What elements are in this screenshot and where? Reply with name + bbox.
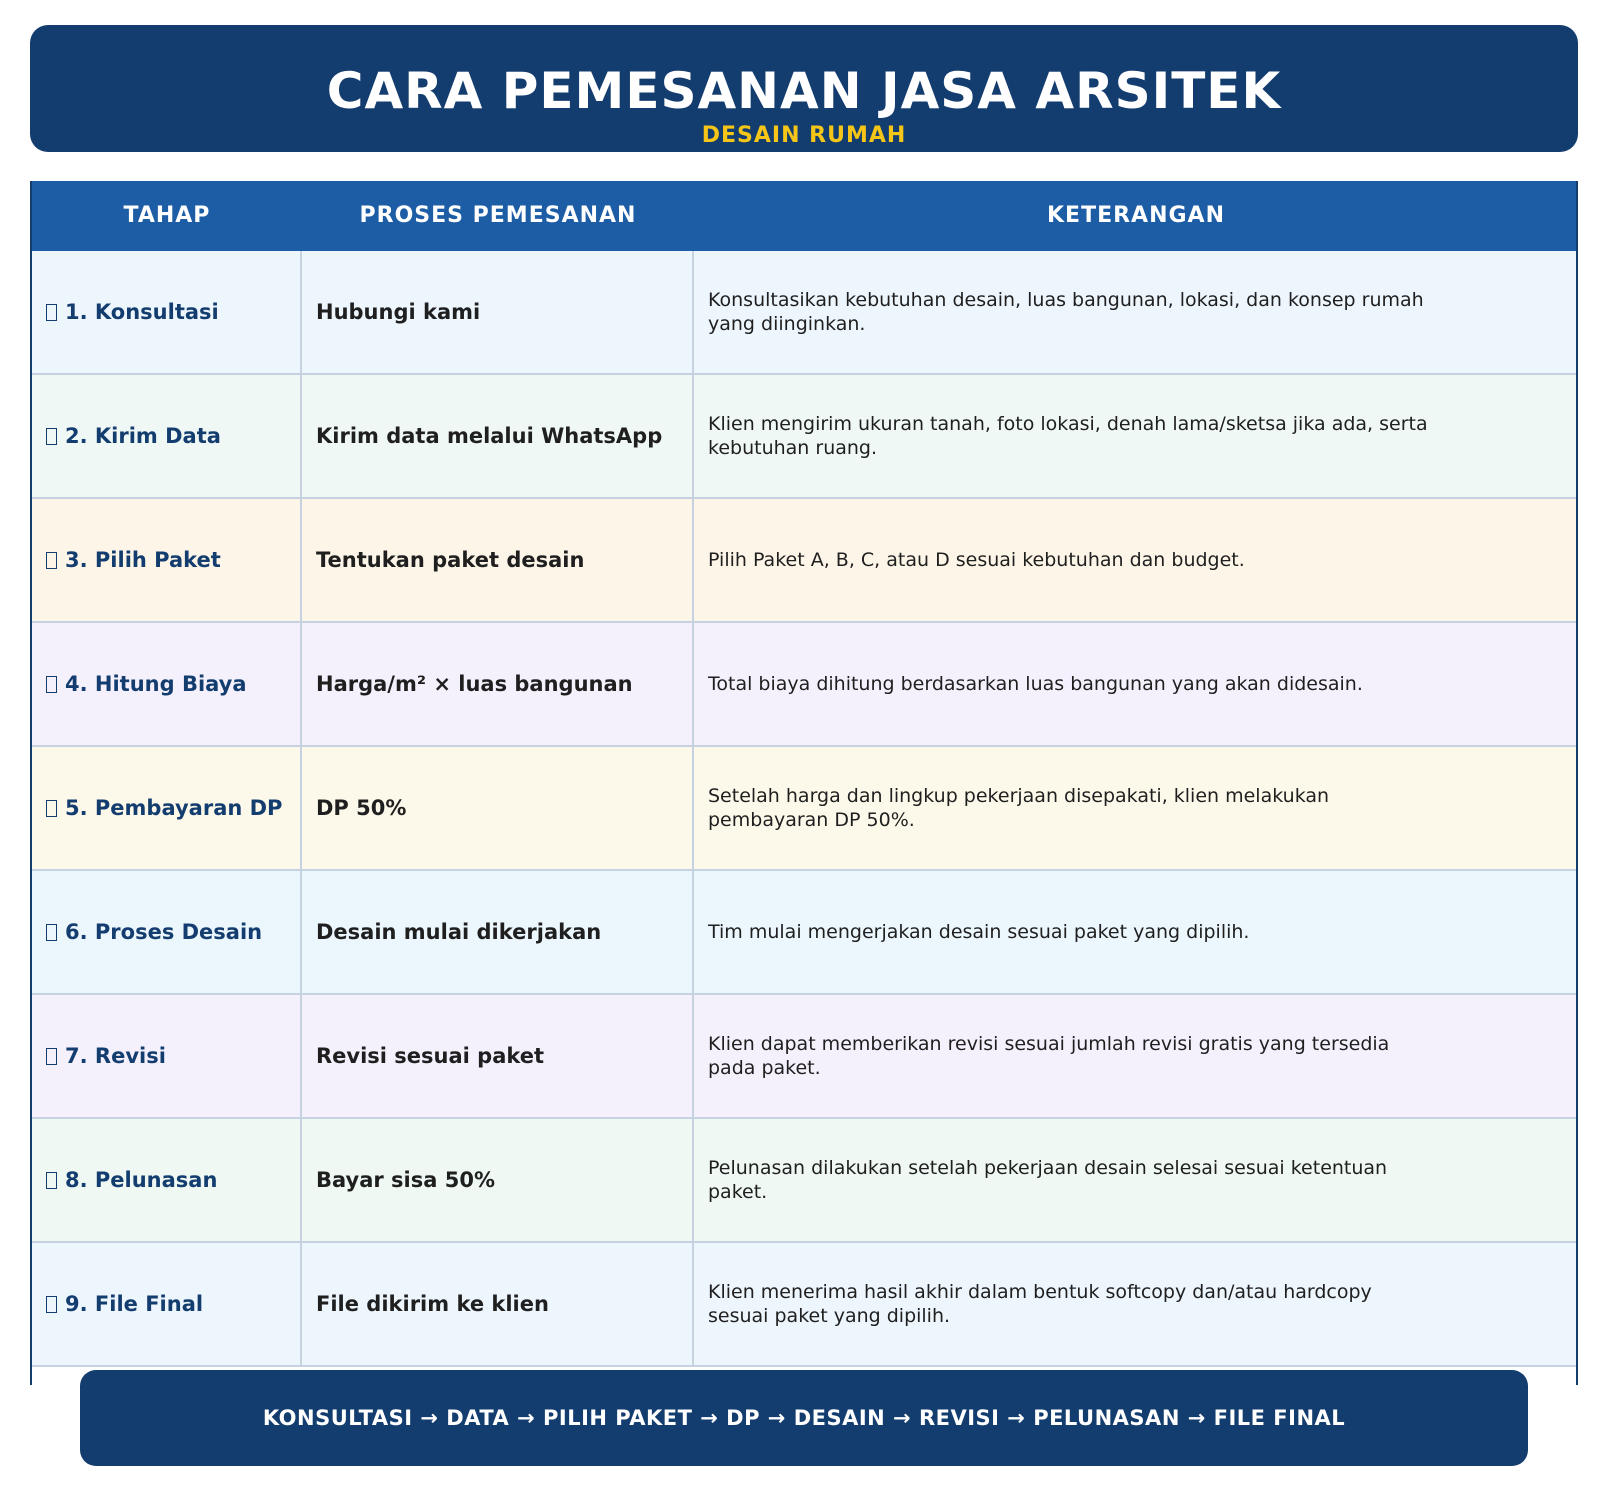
step-label: 5. Pembayaran DP — [65, 796, 283, 820]
process-flow-banner: KONSULTASI → DATA → PILIH PAKET → DP → DESAIN → REVISI → PELUNASAN → FILE FINAL — [80, 1370, 1528, 1466]
step-glyph-icon — [46, 552, 57, 569]
step-cell — [32, 747, 302, 869]
step-label: 2. Kirim Data — [65, 424, 221, 448]
step-glyph-icon — [46, 304, 57, 321]
step-cell — [32, 375, 302, 497]
note-cell: Pelunasan dilakukan setelah pekerjaan desain selesai sesuai ketentuan paket. — [708, 1157, 1388, 1203]
note-cell: Klien mengirim ukuran tanah, foto lokasi, denah lama/sketsa jika ada, serta kebutuhan ruang. — [708, 413, 1428, 459]
table-row — [32, 1119, 1576, 1243]
note-cell: Pilih Paket A, B, C, atau D sesuai kebutuhan dan budget. — [708, 549, 1245, 571]
step-cell — [32, 623, 302, 745]
page-subtitle: DESAIN RUMAH — [701, 123, 907, 148]
column-header-proses: PROSES PEMESANAN — [359, 203, 637, 228]
process-cell: Kirim data melalui WhatsApp — [302, 375, 694, 497]
table-header-row — [32, 181, 1576, 251]
table-row — [32, 1243, 1576, 1367]
step-cell — [32, 1243, 302, 1365]
table-body — [32, 251, 1576, 1367]
note-cell: Setelah harga dan lingkup pekerjaan disepakati, klien melakukan pembayaran DP 50%. — [708, 785, 1330, 831]
table-row — [32, 995, 1576, 1119]
note-cell: Konsultasikan kebutuhan desain, luas bangunan, lokasi, dan konsep rumah yang diinginkan. — [708, 289, 1424, 335]
process-cell: Revisi sesuai paket — [302, 995, 694, 1117]
note-cell: Tim mulai mengerjakan desain sesuai paket yang dipilih. — [708, 921, 1250, 943]
column-header-keterangan: KETERANGAN — [1047, 203, 1225, 228]
step-glyph-icon — [46, 800, 57, 817]
process-cell: Harga/m² × luas bangunan — [302, 623, 694, 745]
step-label: 3. Pilih Paket — [65, 548, 221, 572]
step-cell — [32, 499, 302, 621]
note-cell: Total biaya dihitung berdasarkan luas bangunan yang akan didesain. — [708, 673, 1363, 695]
table-row — [32, 747, 1576, 871]
note-cell: Klien menerima hasil akhir dalam bentuk softcopy dan/atau hardcopy sesuai paket yang dipilih. — [708, 1281, 1372, 1327]
step-glyph-icon — [46, 1296, 57, 1313]
process-cell: Hubungi kami — [302, 251, 694, 373]
step-label: 8. Pelunasan — [65, 1168, 218, 1192]
step-glyph-icon — [46, 924, 57, 941]
process-cell: File dikirim ke klien — [302, 1243, 694, 1365]
table-row — [32, 375, 1576, 499]
step-cell — [32, 1119, 302, 1241]
page-title: CARA PEMESANAN JASA ARSITEK — [326, 62, 1282, 120]
step-cell — [32, 995, 302, 1117]
process-cell: Desain mulai dikerjakan — [302, 871, 694, 993]
step-label: 4. Hitung Biaya — [65, 672, 247, 696]
process-cell: Bayar sisa 50% — [302, 1119, 694, 1241]
step-label: 9. File Final — [65, 1292, 204, 1316]
process-cell: DP 50% — [302, 747, 694, 869]
step-glyph-icon — [46, 676, 57, 693]
header-banner — [30, 25, 1578, 152]
column-header-tahap: TAHAP — [123, 203, 211, 228]
step-label: 7. Revisi — [65, 1044, 166, 1068]
note-cell: Klien dapat memberikan revisi sesuai jumlah revisi gratis yang tersedia pada paket. — [708, 1033, 1390, 1079]
step-cell — [32, 251, 302, 373]
order-steps-table — [30, 181, 1578, 1385]
table-row — [32, 623, 1576, 747]
step-glyph-icon — [46, 1048, 57, 1065]
step-label: 6. Proses Desain — [65, 920, 263, 944]
step-glyph-icon — [46, 428, 57, 445]
step-cell — [32, 871, 302, 993]
table-row — [32, 251, 1576, 375]
process-cell: Tentukan paket desain — [302, 499, 694, 621]
step-label: 1. Konsultasi — [65, 300, 219, 324]
table-row — [32, 499, 1576, 623]
table-row — [32, 871, 1576, 995]
step-glyph-icon — [46, 1172, 57, 1189]
